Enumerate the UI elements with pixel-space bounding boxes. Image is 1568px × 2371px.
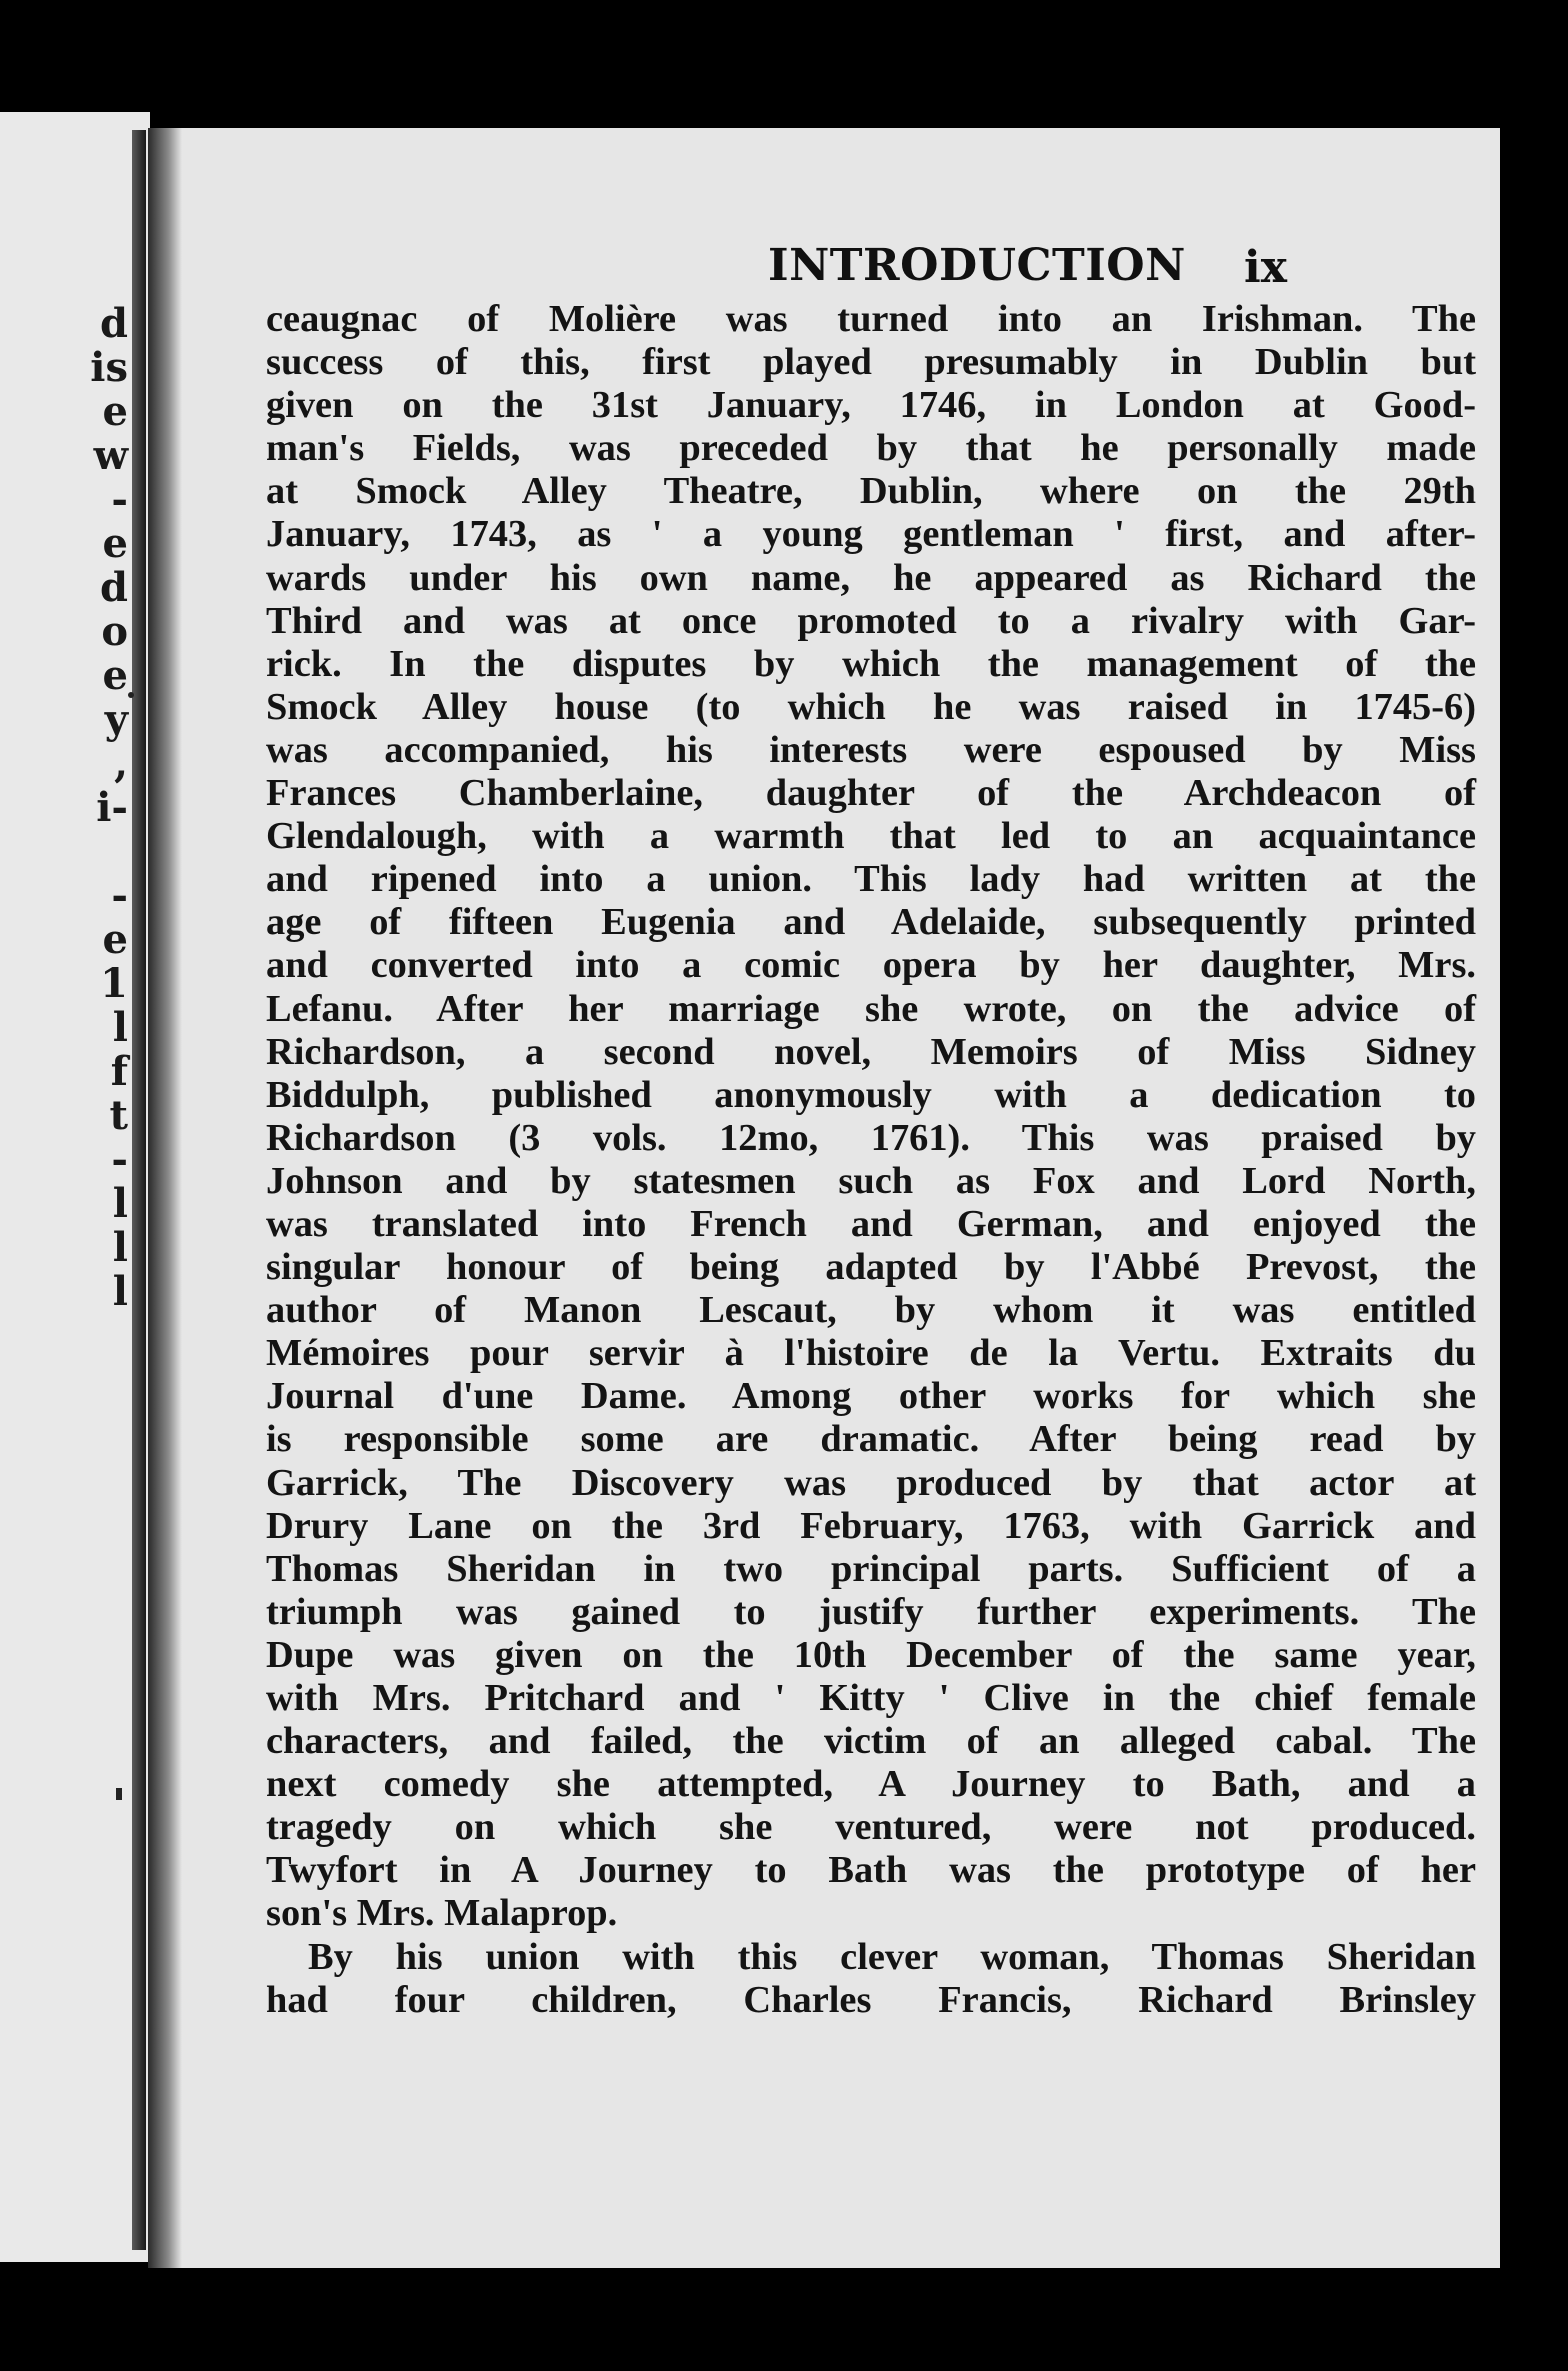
text-line: Third and was at once promoted to a rivalry with Gar- [266,599,1476,642]
text-line: By his union with this clever woman, Thomas Sheridan [308,1935,1476,1978]
body-text [266,298,1476,2022]
text-line: was accompanied, his interests were espoused by Miss [266,728,1476,771]
fragment: l [112,1004,128,1051]
text-line: and converted into a comic opera by her daughter, Mrs. [266,944,1476,987]
ink-mark [116,1788,122,1800]
fragment: - [111,476,128,523]
text-line: Drury Lane on the 3rd February, 1763, with Garrick and [266,1504,1476,1547]
fragment: t [109,1092,128,1139]
text-line: Mémoires pour servir à l'histoire de la Vertu. Extraits du [266,1332,1476,1375]
text-line: wards under his own name, he appeared as Richard the [266,556,1476,599]
fragment [68,830,128,874]
text-line: was translated into French and German, and enjoyed the [266,1202,1476,1245]
fragment: e [102,388,128,435]
text-line: characters, and failed, the victim of an alleged cabal. The [266,1720,1476,1763]
text-line: Lefanu. After her marriage she wrote, on the advice of [266,987,1476,1030]
text-line: January, 1743, as ' a young gentleman ' first, and after- [266,513,1476,556]
text-line: Dupe was given on the 10th December of the same year, [266,1633,1476,1676]
text-line: Smock Alley house (to which he was raised in 1745-6) [266,685,1476,728]
text-line: Garrick, The Discovery was produced by that actor at [266,1461,1476,1504]
text-line: Johnson and by statesmen such as Fox and Lord North, [266,1159,1476,1202]
text-line: with Mrs. Pritchard and ' Kitty ' Clive in the chief female [266,1677,1476,1719]
text-line: singular honour of being adapted by l'Abbé Prevost, the [266,1246,1476,1289]
text-line: Thomas Sheridan in two principal parts. Sufficient of a [266,1547,1476,1590]
fragment: is [90,344,128,391]
fragment: l [112,1180,128,1227]
text-line: son's Mrs. Malaprop. [266,1892,618,1935]
text-line: ceaugnac of Molière was turned into an Irishman. The [266,298,1476,340]
fragment: o [101,608,128,655]
fragment: 1 [100,960,128,1007]
text-line: triumph was gained to justify further experiments. The [266,1590,1476,1633]
fragment: - [111,872,128,919]
text-line: tragedy on which she ventured, were not produced. [266,1806,1476,1849]
book-page [148,128,1500,2268]
fragment: l [112,1224,128,1271]
text-line: Glendalough, with a warmth that led to an acquaintance [266,815,1476,858]
text-line: is responsible some are dramatic. After being read by [266,1418,1476,1461]
text-line: Richardson, a second novel, Memoirs of Miss Sidney [266,1030,1476,1073]
fragment: , [114,740,128,787]
text-line: age of fifteen Eugenia and Adelaide, subsequently printed [266,901,1476,944]
text-line: author of Manon Lescaut, by whom it was entitled [266,1289,1476,1332]
book-gutter [132,130,146,2250]
text-line: had four children, Charles Francis, Richard Brinsley [266,1978,1476,2021]
fragment: y [104,696,128,743]
fragment: w [93,432,128,479]
page-spine-shadow [148,128,182,2268]
previous-page-edge [0,112,150,2262]
text-line: Biddulph, published anonymously with a dedication to [266,1073,1476,1116]
ink-mark [128,692,134,698]
text-line: rick. In the disputes by which the management of the [266,642,1476,685]
text-line: and ripened into a union. This lady had written at the [266,858,1476,901]
fragment: i- [96,784,128,831]
text-line: man's Fields, was preceded by that he personally made [266,427,1476,470]
page-number: ix [1244,242,1287,293]
text-line: at Smock Alley Theatre, Dublin, where on the 29th [266,470,1476,513]
text-line: given on the 31st January, 1746, in London at Good- [266,384,1476,427]
running-title: INTRODUCTION [768,240,1186,291]
fragment: d [100,300,128,347]
fragment: - [111,1136,128,1183]
fragment: e [102,520,128,567]
text-line: Journal d'une Dame. Among other works for which she [266,1375,1476,1418]
fragment: e [102,916,128,963]
text-line: Frances Chamberlaine, daughter of the Archdeacon of [266,772,1476,815]
text-line: Twyfort in A Journey to Bath was the prototype of her [266,1849,1476,1892]
text-line: Richardson (3 vols. 12mo, 1761). This was praised by [266,1116,1476,1159]
fragment: l [112,1268,128,1315]
text-line: next comedy she attempted, A Journey to Bath, and a [266,1763,1476,1806]
fragment: f [110,1048,128,1095]
fragment: d [100,564,128,611]
previous-page-text-fragments [68,302,128,1314]
fragment: e [102,652,128,699]
text-line: success of this, first played presumably in Dublin but [266,341,1476,384]
